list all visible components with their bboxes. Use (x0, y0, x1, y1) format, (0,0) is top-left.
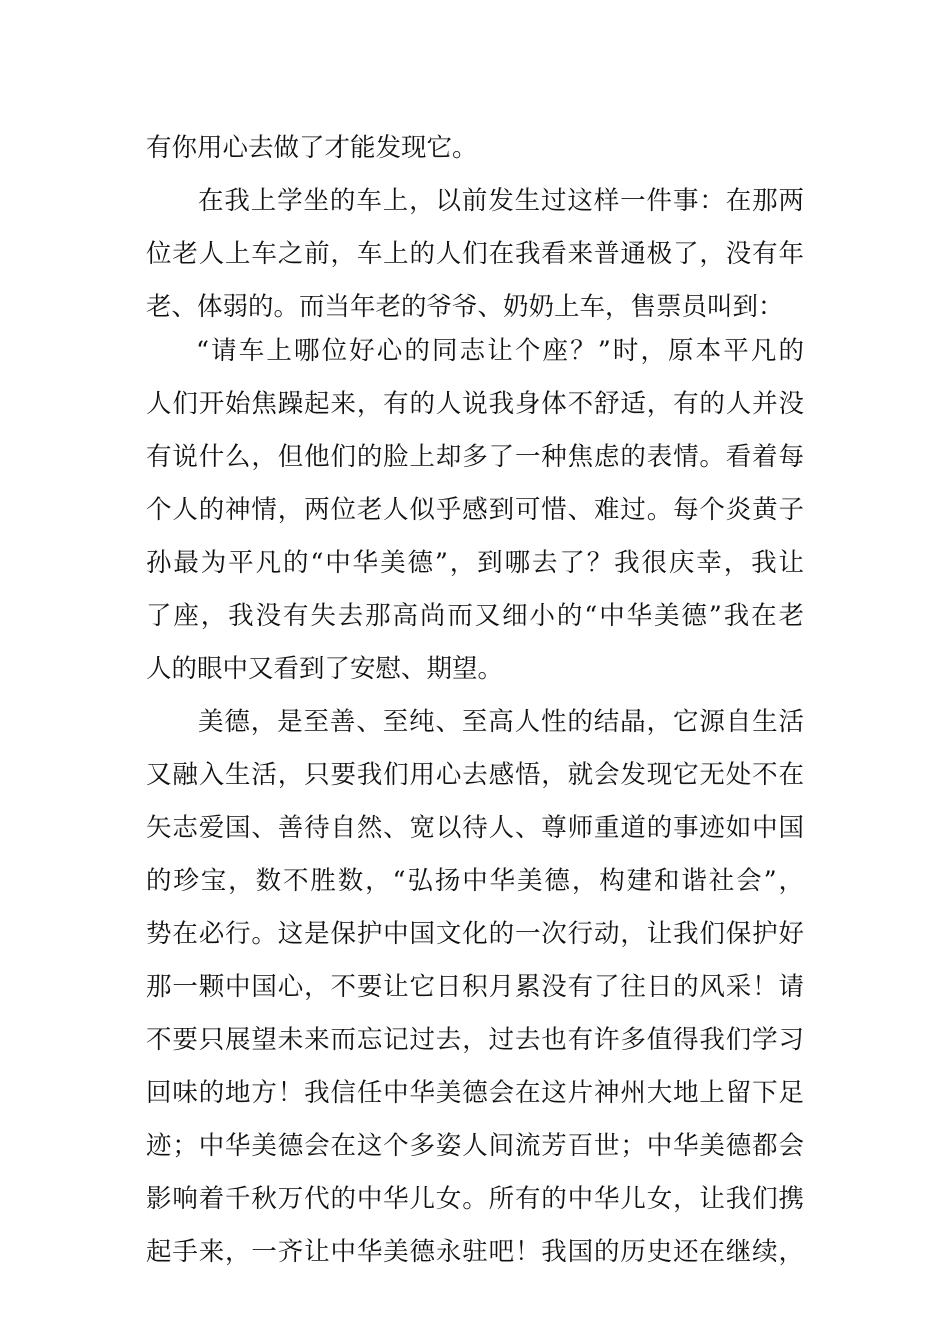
text-line: 那一颗中国心，不要让它日积月累没有了往日的风采！请 (146, 972, 804, 1002)
text-line: 有你用心去做了才能发现它。 (146, 133, 478, 163)
paragraph-first-line: 美德，是至善、至纯、至高人性的结晶，它源自生活 (198, 707, 804, 737)
text-line: 又融入生活，只要我们用心去感悟，就会发现它无处不在 (146, 760, 804, 790)
text-line: 矢志爱国、善待自然、宽以待人、尊师重道的事迹如中国 (146, 813, 804, 843)
text-line: 不要只展望未来而忘记过去，过去也有许多值得我们学习 (146, 1025, 804, 1055)
text-line: 影响着千秋万代的中华儿女。所有的中华儿女，让我们携 (146, 1184, 804, 1214)
text-line: 起手来，一齐让中华美德永驻吧！我国的历史还在继续， (146, 1237, 804, 1267)
text-line: 势在必行。这是保护中国文化的一次行动，让我们保护好 (146, 919, 804, 949)
text-line: 人的眼中又看到了安慰、期望。 (146, 654, 504, 684)
text-line: 的珍宝，数不胜数，“弘扬中华美德，构建和谐社会”， (146, 866, 804, 896)
text-line: 有说什么，但他们的脸上却多了一种焦虑的表情。看着每 (146, 442, 804, 472)
text-line: 位老人上车之前，车上的人们在我看来普通极了，没有年 (146, 239, 804, 269)
text-line: 回味的地方！我信任中华美德会在这片神州大地上留下足 (146, 1078, 804, 1108)
quote-line: “请车上哪位好心的同志让个座？”时，原本平凡的 (196, 336, 804, 366)
text-line: 个人的神情，两位老人似乎感到可惜、难过。每个炎黄子 (146, 495, 804, 525)
paragraph-first-line: 在我上学坐的车上，以前发生过这样一件事：在那两 (198, 186, 804, 216)
text-line: 孙最为平凡的“中华美德”，到哪去了？我很庆幸，我让 (146, 548, 804, 578)
text-line: 了座，我没有失去那高尚而又细小的“中华美德”我在老 (146, 601, 804, 631)
text-line: 迹；中华美德会在这个多姿人间流芳百世；中华美德都会 (146, 1131, 804, 1161)
text-line: 人们开始焦躁起来，有的人说我身体不舒适，有的人并没 (146, 389, 804, 419)
text-line: 老、体弱的。而当年老的爷爷、奶奶上车，售票员叫到： (146, 292, 784, 322)
